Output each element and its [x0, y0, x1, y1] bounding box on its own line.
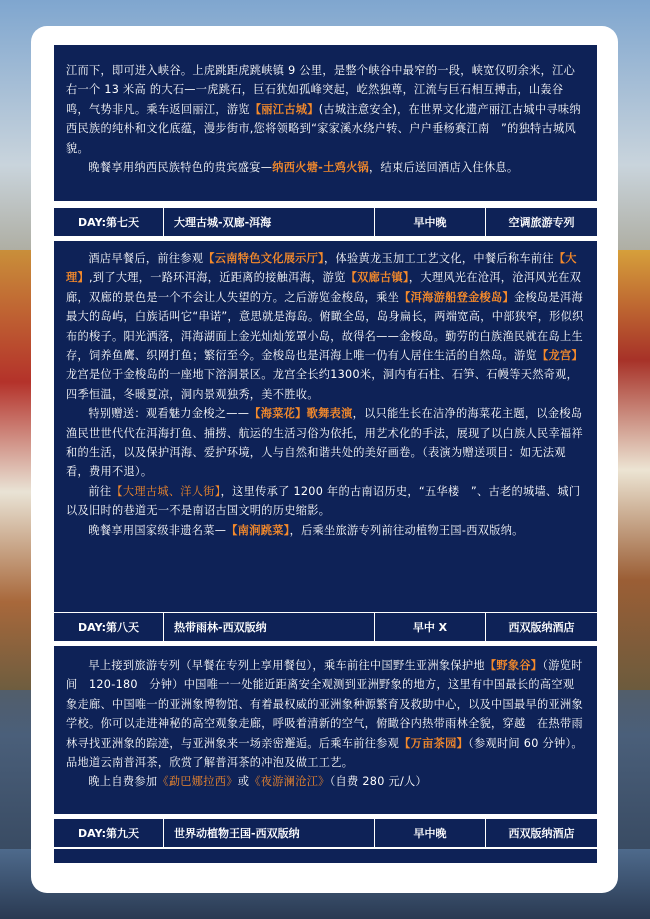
day-label: DAY:第七天 [54, 208, 164, 236]
text: 或 [237, 775, 250, 789]
text: （参观时间 60 分钟）。品地道云南普洱茶，欣赏了解普洱茶的冲泡及做工工艺。 [66, 736, 583, 770]
text: ，后乘坐旅游专列前往动植物王国-西双版纳。 [289, 523, 524, 537]
highlight-erhai-cruise: 【洱海游船登金梭岛】 [399, 290, 515, 304]
text: 江而下，即可进入峡谷。上虎跳距虎跳峡镇 9 公里，是整个峡谷中最窄的一段，峡宽仅叨余米，江心右一个 13 米高 的大石—一虎跳石，巨石犹如孤峰突起，屹然独尊，江流与巨石相互搏击，山轰谷鸣，气势非凡。乘车返回丽江，游览 [66, 64, 576, 116]
day-meals: 早中晚 [375, 208, 486, 236]
day-label: DAY:第九天 [54, 819, 164, 847]
highlight-haicaihua-show: 【海菜花】歌舞表演 [249, 407, 353, 421]
text: 晚餐享用国家级非遗名菜— [88, 523, 227, 537]
text: 晚上自费参加 [88, 775, 158, 789]
text: (古城注意安全)，在世界文化遗产丽江古城中寻味纳西民族的纯朴和文化底蕴，漫步街市,您将领略到“家家溪水绕户转、户户垂杨赛江南 ”的独特古城风貌。 [66, 102, 581, 155]
highlight-dali-old-town: 【大理古城、洋人街】 [111, 484, 221, 498]
section-paragraph [66, 249, 585, 404]
day-route: 世界动植物王国-西双版纳 [164, 819, 375, 847]
section-paragraph [66, 521, 585, 540]
day-meals: 早中晚 [375, 819, 486, 847]
highlight-culture-hall: 【云南特色文化展示厅】 [203, 252, 325, 265]
itinerary-section-day7 [54, 241, 597, 613]
text: 早上接到旅游专列（早餐在专列上享用餐包），乘车前往中国野生亚洲象保护地 [88, 659, 485, 672]
highlight-shuanglang: 【双廊古镇】 [345, 271, 409, 285]
day-hotel: 西双版纳酒店 [508, 621, 575, 634]
day-meals: 早中 X [375, 613, 486, 641]
section-paragraph [66, 656, 585, 772]
day-header-row [54, 207, 597, 237]
day-hotel: 空调旅游专列 [508, 216, 575, 229]
highlight-show-1: 《勐巴娜拉西》 [157, 775, 238, 789]
text: ,到了大理，一路环洱海，近距离的接触洱海，游览 [88, 271, 346, 285]
day-header-row [54, 818, 597, 848]
highlight-naxi-hotpot: 纳西火塘-土鸡火锅 [272, 161, 370, 175]
section-paragraph [66, 772, 585, 791]
highlight-tea-garden: 【万亩茶园】 [399, 736, 469, 750]
section-paragraph [66, 158, 585, 177]
itinerary-section-day6 [54, 45, 597, 201]
highlight-lijiang-old-town: 【丽江古城】 [249, 102, 319, 116]
itinerary-section-day8 [54, 646, 597, 814]
text: ，结束后送回酒店入住休息。 [369, 161, 519, 175]
highlight-nanjian-dish: 【南涧跳菜】 [226, 523, 290, 537]
text: ，这里传承了 1200 年的古南诏历史，“五华楼 ”、古老的城墙、城门以及旧时的巷道无一不是南诏古国文明的历史缩影。 [66, 484, 581, 518]
text: （自费 280 元/人） [329, 775, 428, 789]
highlight-show-2: 《夜游澜沧江》 [249, 775, 330, 789]
highlight-wild-elephant-valley: 【野象谷】 [484, 659, 543, 672]
text: 酒店早餐后，前往参观 [88, 252, 204, 265]
text: 龙宫是位于金梭岛的一座地下溶洞景区。龙宫全长约1300米，洞内有石柱、石笋、石幔等天然奇观，四季恒温，冬暖夏凉，洞内景观独秀，美不胜收。 [66, 368, 579, 401]
day-hotel: 西双版纳酒店 [508, 827, 575, 840]
day-route: 热带雨林-西双版纳 [164, 613, 375, 641]
text: 特别赠送：观看魅力金梭之—— [88, 407, 250, 421]
text: ，以只能生长在洁净的海菜花主题，以金梭岛渔民世世代代在洱海打鱼、捕捞、航运的生活习俗为依托，用艺术化的手法，展现了以白族人民幸福祥和的生活，以及保护洱海、爱护环境，人与自然和谐共处的美好画卷。（表演为赠送项目：如无法观看，费用不退）。 [66, 407, 583, 479]
text: 晚餐享用纳西民族特色的贵宾盛宴— [88, 161, 273, 175]
text: ，大理风光在沧洱，沧洱风光在双廊，双廊的景色是一个不会让人失望的方。之后游览金梭岛，乘坐 [66, 271, 582, 304]
highlight-dali: 【大理】 [66, 252, 577, 285]
text: ，体验黄龙玉加工工艺文化，中餐后称车前往 [324, 252, 554, 265]
section-paragraph [66, 404, 585, 482]
day-label: DAY:第八天 [54, 613, 164, 641]
highlight-dragon-palace: 【龙宫】 [537, 349, 583, 363]
itinerary-section-day9 [54, 849, 597, 863]
section-paragraph [66, 61, 585, 158]
text: （游览时间 120-180 分钟）中国唯一一处能近距离安全观测到亚洲野象的地方，这里有中国最长的高空观象走廊、中国唯一的亚洲象博物馆、有着最权威的亚洲象种源繁育及救助中心，以及中国最早的亚洲象学校。你可以走进神秘的高空观象走廊，呼吸着清新的空气，俯瞰谷内热带雨林全貌，穿越 在热带雨林寻找亚洲象的踪迹，与亚洲象来一场亲密邂逅。后乘车前往参观 [66, 659, 583, 750]
day-route: 大理古城-双廊-洱海 [164, 208, 375, 236]
day-header-row [54, 612, 597, 642]
section-paragraph [66, 482, 585, 521]
text: 金梭岛是洱海最大的岛屿，白族话叫它“串诺”，意思就是海岛。俯瞰全岛，岛身扁长，两端宽高，中部狭窄，形似织布的梭子。阳光洒落，洱海湖面上金光灿灿笼罩小岛，故得名——金梭岛。勤劳的白族渔民就在岛上生存，饲养鱼鹰、织网打鱼；繁衍至今。金梭岛也是洱海上唯一仍有人居住生活的自然岛。游览 [66, 290, 584, 363]
text: 前往 [88, 484, 112, 498]
